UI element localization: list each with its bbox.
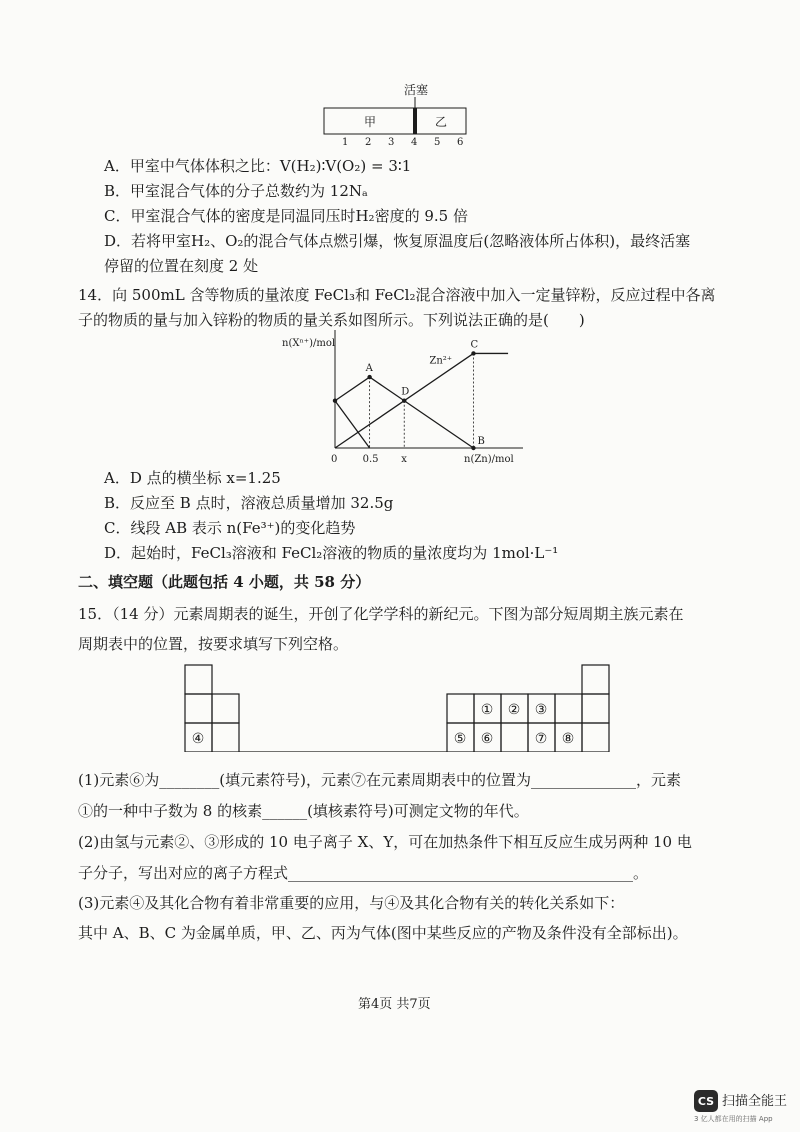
chart-axes bbox=[335, 330, 523, 448]
tick-6: 6 bbox=[457, 137, 464, 148]
cell-g2-p3 bbox=[212, 723, 239, 752]
piston-diagram bbox=[318, 82, 478, 148]
q15-part3-line2: 其中 A、B、C 为金属单质，甲、乙、丙为气体(图中某些反应的产物及条件没有全部标出)。 bbox=[78, 924, 688, 942]
element-1: ① bbox=[480, 702, 494, 718]
q15-part3-line1: (3)元素④及其化合物有着非常重要的应用，与④及其化合物有关的转化关系如下： bbox=[78, 894, 625, 912]
series-line-2 bbox=[335, 401, 370, 448]
x-tick-x: x bbox=[401, 454, 407, 465]
label-d: D bbox=[401, 386, 410, 398]
cell-g18-p1 bbox=[582, 665, 609, 694]
x-axis-label: n(Zn)/mol bbox=[464, 454, 514, 465]
element-7: ⑦ bbox=[534, 731, 548, 747]
q15-part1-line2: ①的一种中子数为 8 的核素______(填核素符号)可测定文物的年代。 bbox=[78, 802, 529, 820]
q14-stem-line1: 14．向 500mL 含等物质的量浓度 FeCl₃和 FeCl₂混合溶液中加入一定量锌粉，反应过程中各离 bbox=[78, 286, 716, 304]
element-markers bbox=[192, 702, 575, 747]
label-a: A bbox=[365, 363, 373, 375]
scanner-logo: CS bbox=[694, 1090, 718, 1112]
page-number: 第4页 共7页 bbox=[358, 997, 431, 1012]
q13-option-a: A．甲室中气体体积之比：V(H₂)∶V(O₂) = 3∶1 bbox=[104, 157, 412, 175]
chart-guide-lines bbox=[370, 353, 474, 448]
cell-g13-p2 bbox=[447, 694, 474, 723]
chart-labels bbox=[282, 338, 514, 465]
element-2: ② bbox=[507, 702, 521, 718]
q15-part2-line2: 子分子，写出对应的离子方程式______________________________________________。 bbox=[78, 864, 649, 882]
cell-g18-p3 bbox=[582, 723, 609, 752]
x-tick-0: 0 bbox=[331, 454, 338, 465]
q13-option-c: C．甲室混合气体的密度是同温同压时H₂密度的 9.5 倍 bbox=[104, 207, 468, 225]
periodic-table-fragment bbox=[180, 662, 610, 752]
q14-option-a: A．D 点的横坐标 x=1.25 bbox=[104, 469, 281, 487]
cell-g1-p1 bbox=[185, 665, 212, 694]
q15-line1: 15．（14 分）元素周期表的诞生，开创了化学学科的新纪元。下图为部分短周期主族元素在 bbox=[78, 605, 684, 623]
section-heading: 二、填空题（此题包括 4 小题，共 58 分） bbox=[78, 573, 371, 591]
x-tick-0-5: 0.5 bbox=[362, 454, 379, 465]
tick-3: 3 bbox=[388, 137, 395, 148]
element-8: ⑧ bbox=[561, 731, 575, 747]
piston-label: 活塞 bbox=[404, 83, 429, 97]
point-d bbox=[402, 399, 406, 403]
tick-5: 5 bbox=[434, 137, 441, 148]
right-chamber-label: 乙 bbox=[435, 115, 448, 129]
tick-labels bbox=[342, 137, 463, 148]
cell-g15-p3 bbox=[501, 723, 528, 752]
point-b bbox=[471, 446, 475, 450]
cell-g2-p2 bbox=[212, 694, 239, 723]
piston bbox=[413, 108, 417, 134]
q15-part1-line1: (1)元素⑥为________(填元素符号)，元素⑦在元素周期表中的位置为______________，元素 bbox=[78, 771, 681, 789]
q13-option-b: B．甲室混合气体的分子总数约为 12Nₐ bbox=[104, 182, 368, 200]
series-line-0 bbox=[335, 353, 508, 448]
q14-stem-line2: 子的物质的量与加入锌粉的物质的量关系如图所示。下列说法正确的是( ) bbox=[78, 311, 585, 329]
left-chamber-label: 甲 bbox=[364, 115, 377, 129]
element-5: ⑤ bbox=[453, 731, 467, 747]
q13-option-d-cont: 停留的位置在刻度 2 处 bbox=[104, 257, 259, 275]
label-c: C bbox=[470, 339, 479, 351]
point-a bbox=[367, 375, 371, 379]
q15-part2-line1: (2)由氢与元素②、③形成的 10 电子离子 X、Y，可在加热条件下相互反应生成另两种 10 电 bbox=[78, 833, 692, 851]
y-axis-label: n(Xⁿ⁺)/mol bbox=[282, 338, 336, 349]
element-4: ④ bbox=[191, 731, 205, 747]
q15-line2: 周期表中的位置，按要求填写下列空格。 bbox=[78, 635, 349, 653]
cell-g18-p2 bbox=[582, 694, 609, 723]
tick-2: 2 bbox=[365, 137, 372, 148]
q14-option-b: B．反应至 B 点时，溶液总质量增加 32.5g bbox=[104, 494, 394, 512]
point-c bbox=[471, 351, 475, 355]
zinc-reaction-chart bbox=[268, 330, 528, 466]
tick-1: 1 bbox=[342, 137, 349, 148]
point-start bbox=[333, 399, 337, 403]
scanner-tagline: 3 亿人都在用的扫描 App bbox=[694, 1115, 773, 1123]
q14-option-c: C．线段 AB 表示 n(Fe³⁺)的变化趋势 bbox=[104, 519, 356, 537]
cell-g17-p2 bbox=[555, 694, 582, 723]
element-3: ③ bbox=[534, 702, 548, 718]
q13-option-d: D．若将甲室H₂、O₂的混合气体点燃引爆，恢复原温度后(忽略液体所占体积)，最终活塞 bbox=[104, 232, 691, 250]
tick-4: 4 bbox=[411, 137, 418, 148]
element-6: ⑥ bbox=[480, 731, 494, 747]
q14-option-d: D．起始时，FeCl₃溶液和 FeCl₂溶液的物质的量浓度均为 1mol·L⁻¹ bbox=[104, 544, 559, 562]
scanner-app-name: 扫描全能王 bbox=[722, 1094, 788, 1109]
cell-g1-p2 bbox=[185, 694, 212, 723]
series-label-zn: Zn²⁺ bbox=[429, 355, 453, 367]
label-b: B bbox=[477, 436, 485, 447]
